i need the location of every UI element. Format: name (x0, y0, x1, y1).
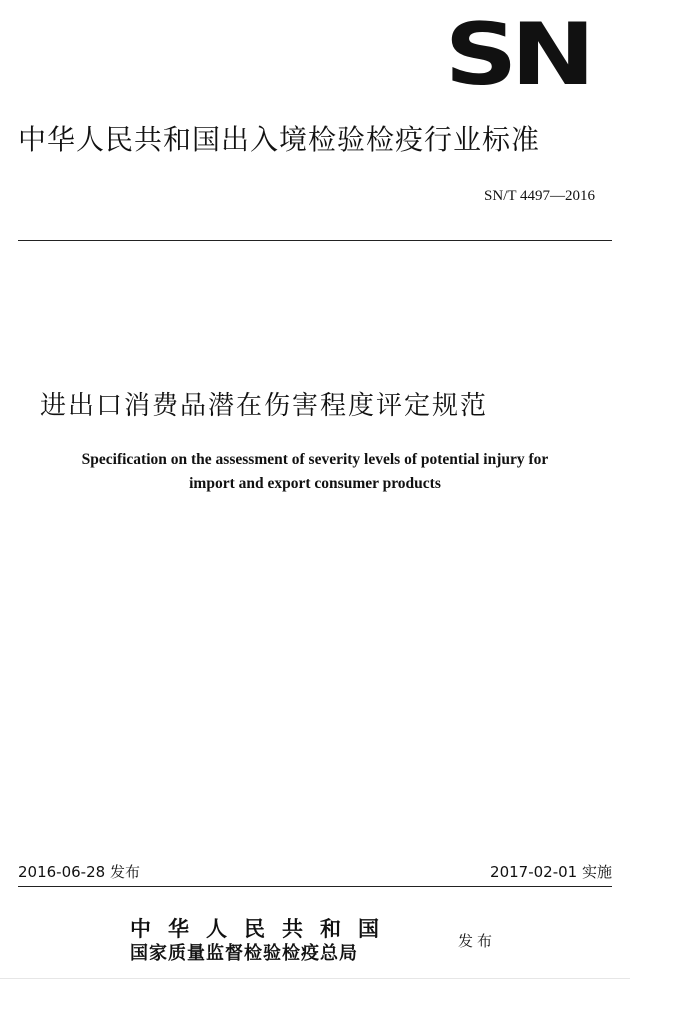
standard-number: SN/T 4497—2016 (484, 188, 595, 204)
issue-date: 2016-06-28 发布 (18, 863, 140, 881)
document-title-chinese: 进出口消费品潜在伤害程度评定规范 (40, 391, 489, 421)
english-title-line-1: Specification on the assessment of severity levels of potential injury for (81, 451, 549, 468)
publisher-line-1: 中华人民共和国 (130, 916, 396, 941)
english-title-line-2: import and export consumer products (189, 475, 441, 492)
top-divider (18, 240, 612, 241)
implementation-date: 2017-02-01 实施 (490, 863, 612, 881)
document-title-english (20, 448, 610, 496)
publish-label: 发布 (458, 932, 497, 950)
publisher-block (130, 916, 396, 966)
page-edge-line (0, 978, 630, 979)
sn-logo: SN (444, 5, 589, 105)
bottom-divider (18, 886, 612, 887)
publisher-line-2: 国家质量监督检验检疫总局 (130, 943, 358, 964)
issuer-title: 中华人民共和国出入境检验检疫行业标准 (18, 123, 541, 156)
